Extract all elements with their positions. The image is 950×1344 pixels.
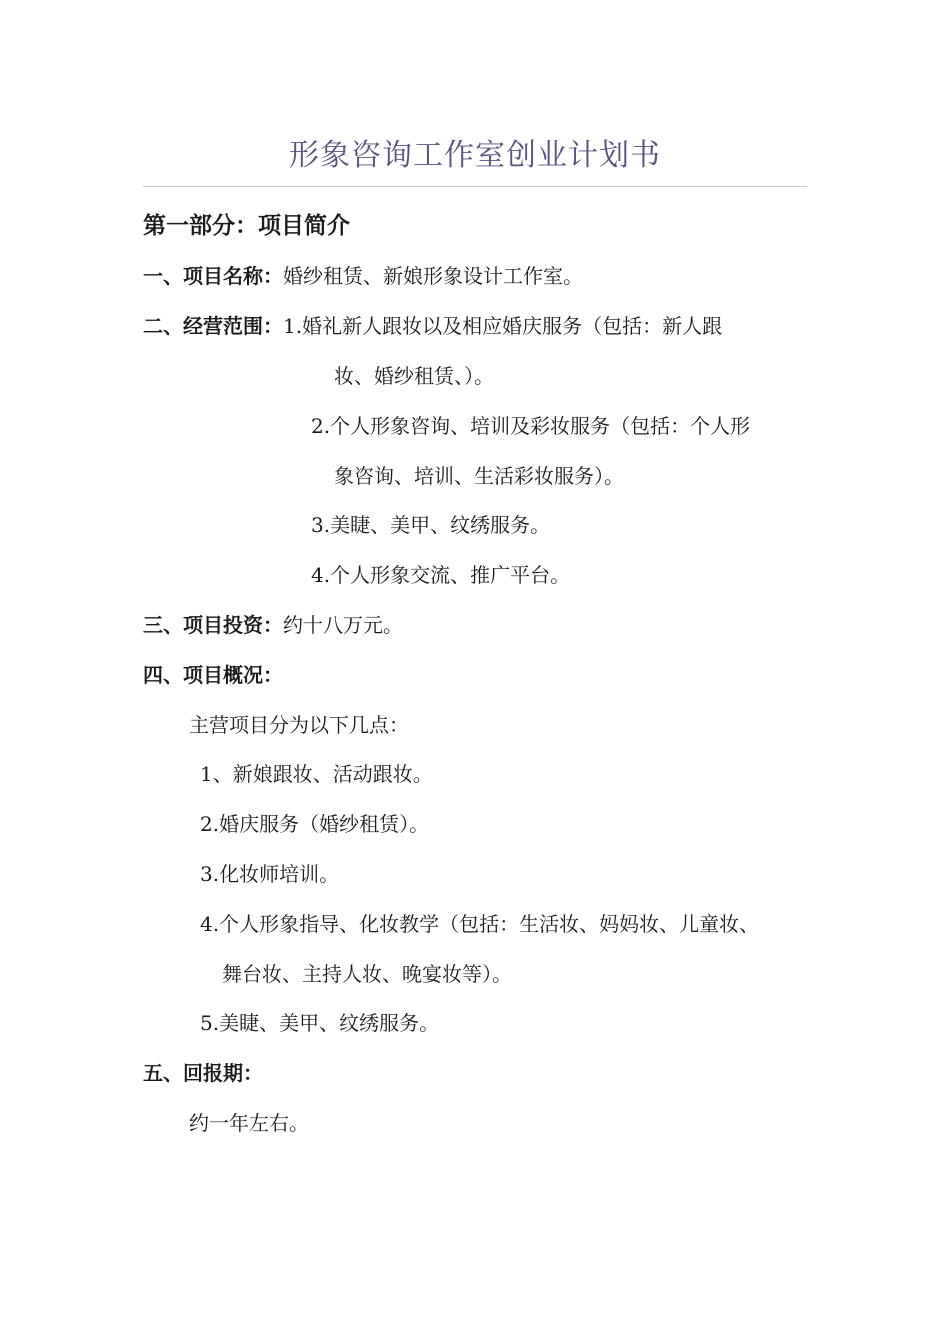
section-overview-label: 四、项目概况：: [143, 663, 283, 687]
document-title: 形象咨询工作室创业计划书: [289, 138, 661, 173]
title-divider: [143, 186, 807, 187]
scope-item-1-line1: 1.婚礼新人跟妆以及相应婚庆服务（包括：新人跟: [283, 314, 723, 338]
overview-item-4-line1: 4.个人形象指导、化妆教学（包括：生活妆、妈妈妆、儿童妆、: [200, 912, 760, 936]
scope-item-4: 4.个人形象交流、推广平台。: [311, 563, 571, 587]
section-investment-label: 三、项目投资：: [143, 613, 283, 637]
scope-item-1-line2: 妆、婚纱租赁、）。: [334, 364, 494, 388]
overview-item-5: 5.美睫、美甲、纹绣服务。: [200, 1011, 440, 1035]
section-project-name: [143, 262, 583, 290]
scope-item-2-line1: 2.个人形象咨询、培训及彩妆服务（包括：个人形: [311, 414, 751, 438]
overview-item-1: 1、新娘跟妆、活动跟妆。: [200, 762, 433, 786]
section-investment-value: 约十八万元。: [283, 613, 403, 637]
section-investment: [143, 611, 403, 639]
overview-item-4-line2: 舞台妆、主持人妆、晚宴妆等）。: [222, 962, 512, 986]
scope-item-2-line2: 象咨询、培训、生活彩妆服务）。: [334, 464, 624, 488]
section-project-name-label: 一、项目名称：: [143, 264, 283, 288]
section-business-scope: [143, 312, 722, 340]
overview-item-2: 2.婚庆服务（婚纱租赁）。: [200, 812, 430, 836]
overview-item-3: 3.化妆师培训。: [200, 862, 340, 886]
part-heading: 第一部分：项目简介: [143, 212, 350, 239]
overview-intro: 主营项目分为以下几点：: [189, 713, 409, 737]
section-payback-label: 五、回报期：: [143, 1061, 263, 1085]
section-project-name-value: 婚纱租赁、新娘形象设计工作室。: [283, 264, 583, 288]
section-payback-value: 约一年左右。: [189, 1111, 309, 1135]
section-business-scope-label: 二、经营范围：: [143, 314, 283, 338]
scope-item-3: 3.美睫、美甲、纹绣服务。: [311, 513, 551, 537]
